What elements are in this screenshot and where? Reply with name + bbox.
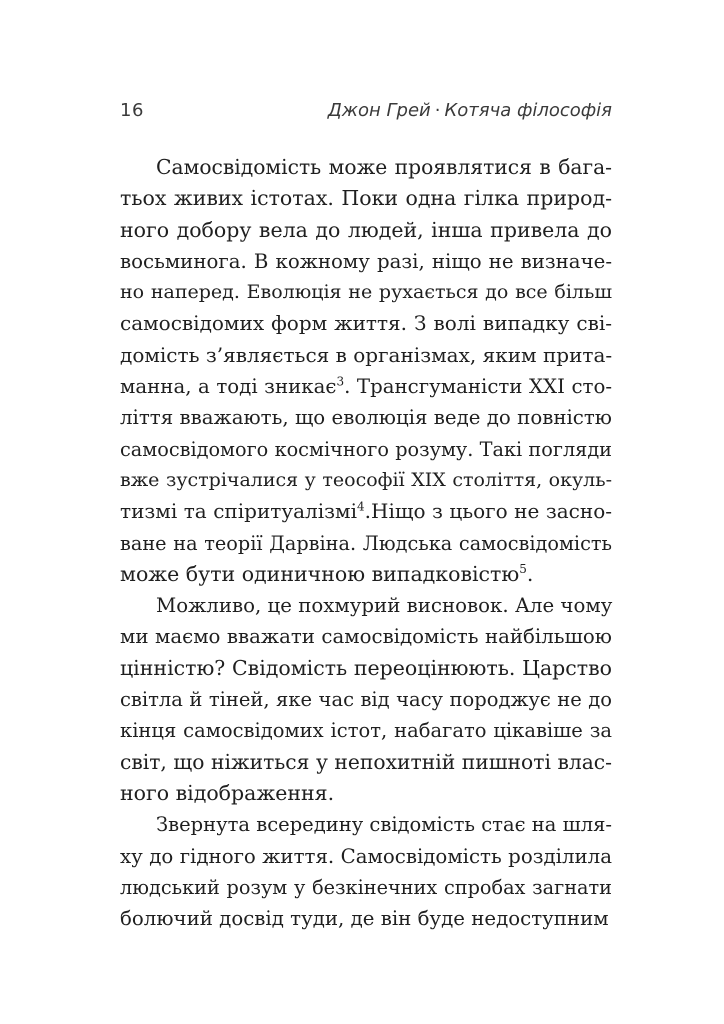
text-line: [120, 246, 612, 277]
line-text: кінця самосвідомих істот, набагато цікавіше за: [120, 719, 612, 743]
text-line: [120, 590, 612, 621]
line-text-continued: .: [526, 561, 534, 586]
text-line: [120, 465, 612, 496]
text-line: [120, 872, 612, 903]
footnote-ref: 4: [357, 499, 365, 514]
text-line: [120, 903, 612, 934]
text-line: [120, 152, 612, 183]
line-text-continued: .Ніщо з цього не засно-: [364, 499, 612, 524]
text-line: [120, 496, 612, 527]
line-text: ного добору вела до людей, інша привела до: [120, 217, 612, 242]
text-line: [120, 778, 612, 809]
footnote-ref: 3: [336, 374, 345, 389]
text-line: [120, 809, 612, 840]
text-line: [120, 684, 612, 715]
text-line: [120, 841, 612, 872]
line-text: но наперед. Еволюція не рухається до все більш: [120, 281, 612, 304]
line-text: Звернута всередину свідомість стає на шля-: [156, 813, 612, 837]
header-separator: ·: [434, 100, 441, 121]
line-text: Самосвідомість може проявлятися в бага-: [156, 155, 612, 179]
line-text: тизмі та спіритуалізмі: [120, 499, 358, 524]
text-line: [120, 215, 612, 246]
text-line: [120, 559, 612, 590]
line-text: самосвідомих форм життя. З волі випадку сві-: [120, 311, 612, 336]
line-text: ми маємо вважати самосвідомість найбільшою: [120, 625, 612, 649]
line-text: вже зустрічалися у теософії XIX століття, окуль-: [120, 468, 612, 491]
line-text: світ, що ніжиться у непохитній пишноті влас-: [120, 749, 612, 774]
line-text: болючий досвід туди, де він буде недоступним: [120, 907, 609, 931]
line-text: ліття вважають, що еволюція веде до повністю: [120, 406, 612, 430]
text-line: [120, 340, 612, 371]
text-line: [120, 434, 612, 465]
text-line: [120, 747, 612, 778]
text-line: [120, 308, 612, 339]
line-text: ху до гідного життя. Самосвідомість розділила: [120, 844, 612, 868]
line-text: тьох живих істотах. Поки одна гілка природ-: [120, 186, 612, 211]
text-line: [120, 528, 612, 559]
line-text: людський розум у безкінечних спробах загнати: [120, 875, 612, 899]
running-head: [328, 100, 612, 121]
line-text: ване на теорії Дарвіна. Людська самосвідомість: [120, 531, 612, 555]
line-text: ного відображення.: [120, 780, 335, 805]
text-line: [120, 183, 612, 214]
text-line: [120, 371, 612, 402]
author-name: Джон Грей: [327, 100, 431, 121]
text-line: [120, 715, 612, 746]
page-header: [120, 100, 612, 130]
line-text: світла й тіней, яке час від часу породжує не до: [120, 688, 612, 712]
text-line: [120, 653, 612, 684]
text-line: [120, 621, 612, 652]
footnote-ref: 5: [519, 562, 527, 577]
line-text: може бути одиничною випадковістю: [120, 561, 520, 586]
line-text: цінністю? Свідомість переоцінюють. Царство: [120, 655, 612, 680]
line-text: восьминога. В кожному разі, ніщо не визначе-: [120, 249, 612, 273]
text-line: [120, 277, 612, 308]
line-text-continued: . Трансгуманісти XXI сто-: [344, 375, 613, 399]
book-title: Котяча філософія: [444, 100, 612, 121]
line-text: самосвідомого космічного розуму. Такі погляди: [120, 437, 612, 461]
page-number: 16: [120, 100, 144, 121]
body-text: [120, 152, 613, 931]
text-line: [120, 402, 612, 433]
line-text: Можливо, це похмурий висновок. Але чому: [156, 594, 613, 618]
line-text: манна, а тоді зникає: [120, 375, 337, 399]
line-text: домість з’являється в організмах, яким прита-: [120, 342, 613, 367]
